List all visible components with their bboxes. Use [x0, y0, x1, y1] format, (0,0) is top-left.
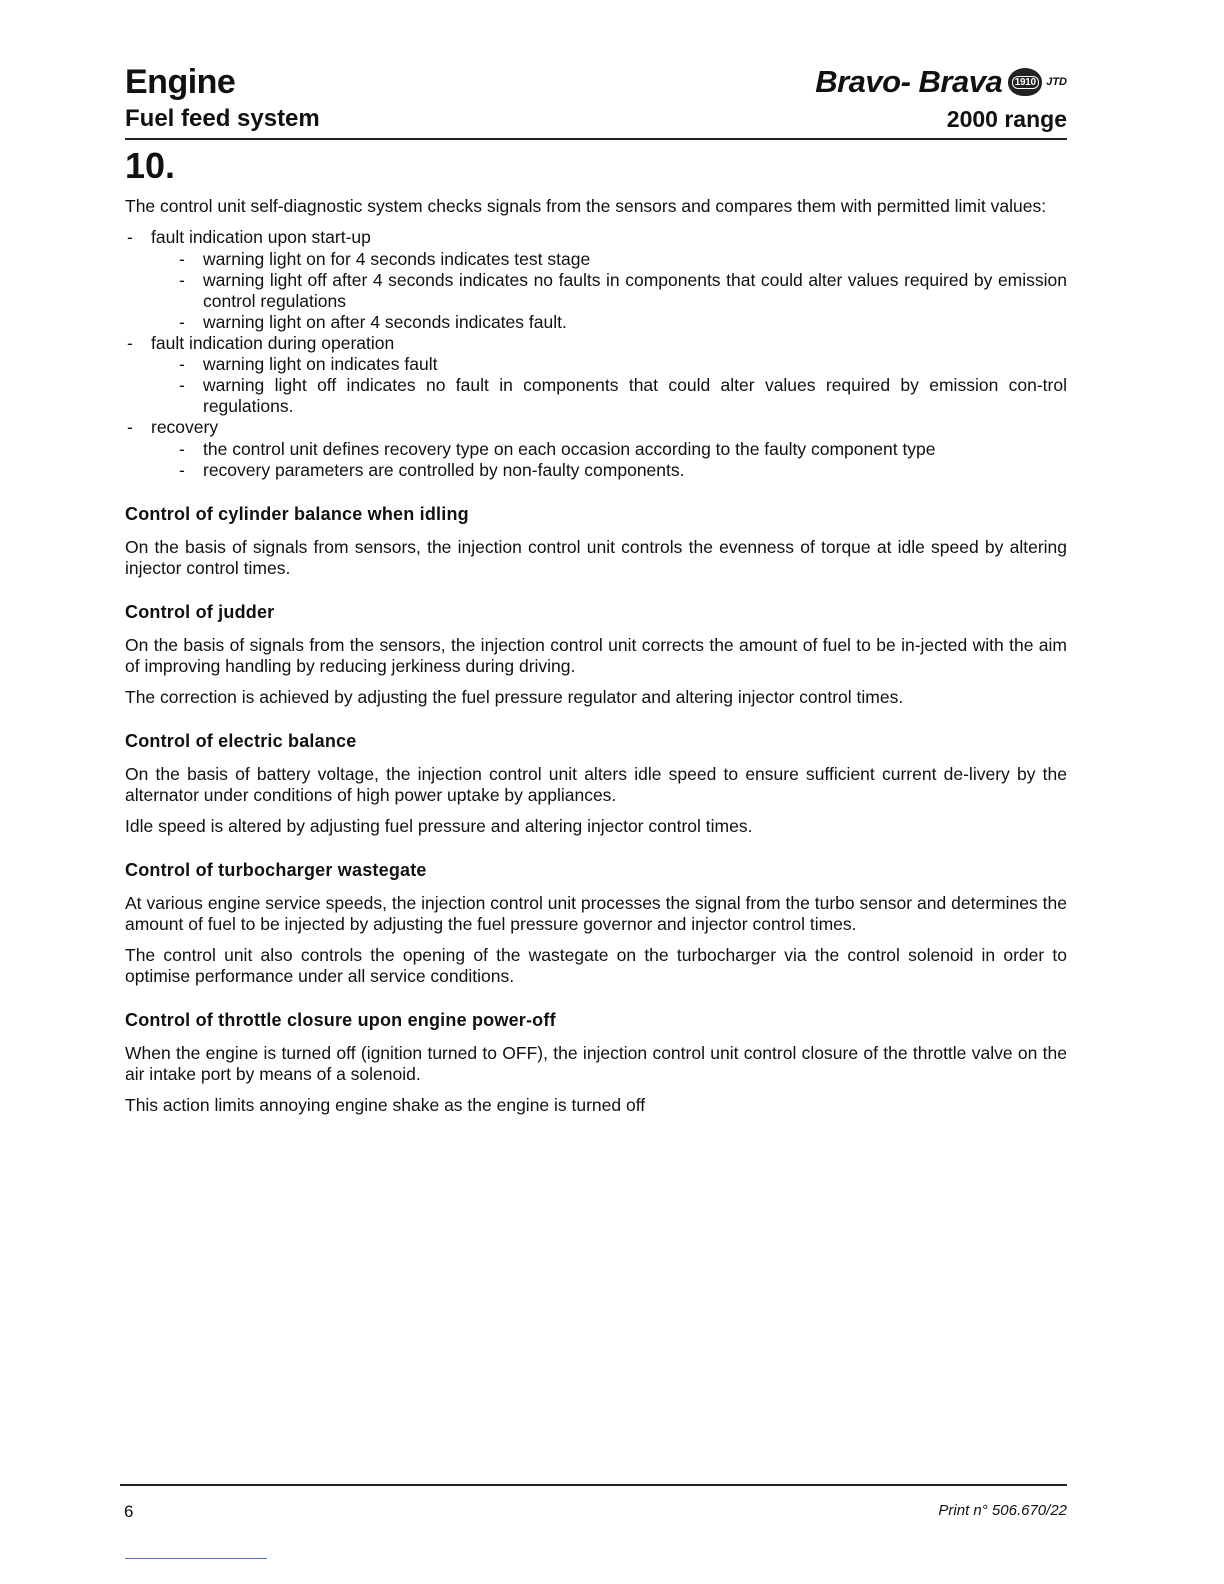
section-heading-judder: Control of judder	[125, 601, 275, 622]
paragraph: On the basis of signals from the sensors, the injection control unit corrects the amount of fuel to be in-jected with the aim of improving handling by reducing jerkiness during driving.	[125, 634, 1067, 676]
manual-page	[125, 62, 1067, 1126]
engine-code: JTD	[1046, 76, 1067, 88]
sub-list-item: - the control unit defines recovery type on each occasion according to the faulty component type	[151, 439, 1067, 460]
list-item: - fault indication upon start-up - warning light on for 4 seconds indicates test stage - warning light off after 4 seconds indicates no faults in components that could alter values required by emission control regulations - warning light on after 4 seconds indicates fault.	[125, 227, 1067, 333]
list-item: - fault indication during operation - warning light on indicates fault - warning light off indicates no fault in components that could alter values required by emission con-trol regulations.	[125, 333, 1067, 418]
paragraph: The control unit also controls the opening of the wastegate on the turbocharger via the control solenoid in order to optimise performance under all service conditions.	[125, 944, 1067, 986]
paragraph: On the basis of battery voltage, the injection control unit alters idle speed to ensure sufficient current de-livery by the alternator under conditions of high power uptake by appliances.	[125, 763, 1067, 805]
intro-paragraph: The control unit self-diagnostic system checks signals from the sensors and compares them with permitted limit values:	[125, 196, 1047, 216]
section-heading-electric-balance: Control of electric balance	[125, 730, 357, 751]
paragraph: When the engine is turned off (ignition turned to OFF), the injection control unit control closure of the throttle valve on the air intake port by means of a solenoid.	[125, 1042, 1067, 1084]
page-number: 6	[124, 1502, 134, 1521]
model-range: 2000 range	[946, 106, 1067, 132]
chapter-title: Engine	[125, 63, 236, 101]
section-heading-cylinder-balance: Control of cylinder balance when idling	[125, 503, 469, 524]
sub-list-item: - warning light on for 4 seconds indicates test stage	[151, 249, 1067, 270]
paragraph: The correction is achieved by adjusting the fuel pressure regulator and altering injector control times.	[125, 686, 904, 707]
section-heading-turbo-wastegate: Control of turbocharger wastegate	[125, 859, 427, 880]
header-right	[815, 62, 1067, 134]
sub-list-item: - warning light on indicates fault	[151, 354, 1067, 375]
page-header	[125, 62, 1067, 140]
print-reference: Print n° 506.670/22	[938, 1502, 1067, 1519]
sub-list-item: - warning light off indicates no fault in components that could alter values required by emission con-trol regulations.	[151, 375, 1067, 417]
chapter-subtitle: Fuel feed system	[125, 105, 320, 132]
section-heading-throttle-closure: Control of throttle closure upon engine power-off	[125, 1009, 556, 1030]
sub-list	[151, 354, 1067, 417]
sub-list	[151, 439, 1067, 481]
bottom-divider	[125, 1558, 267, 1559]
model-row	[815, 62, 1067, 102]
model-name: Bravo- Brava	[815, 64, 1003, 99]
page-footer	[120, 1484, 1067, 1521]
paragraph: Idle speed is altered by adjusting fuel pressure and altering injector control times.	[125, 815, 753, 836]
list-item: - recovery - the control unit defines recovery type on each occasion according to the faulty component type - recovery parameters are controlled by non-faulty components.	[125, 417, 1067, 481]
sub-list-item: - recovery parameters are controlled by non-faulty components.	[151, 460, 1067, 481]
engine-logo-icon: 1910	[1008, 68, 1042, 96]
sub-list-item: - warning light off after 4 seconds indicates no faults in components that could alter values required by emission control regulations	[151, 270, 1067, 312]
sub-list-item: - warning light on after 4 seconds indicates fault.	[151, 312, 1067, 333]
sub-list	[151, 249, 1067, 333]
header-left	[125, 62, 320, 134]
paragraph: At various engine service speeds, the injection control unit processes the signal from the turbo sensor and determines the amount of fuel to be injected by adjusting the fuel pressure governor and injector control times.	[125, 892, 1067, 934]
paragraph: On the basis of signals from sensors, the injection control unit controls the evenness of torque at idle speed by altering injector control times.	[125, 536, 1067, 578]
section-number: 10.	[125, 145, 176, 186]
diagnostic-list	[125, 227, 1067, 481]
paragraph: This action limits annoying engine shake as the engine is turned off	[125, 1094, 646, 1115]
